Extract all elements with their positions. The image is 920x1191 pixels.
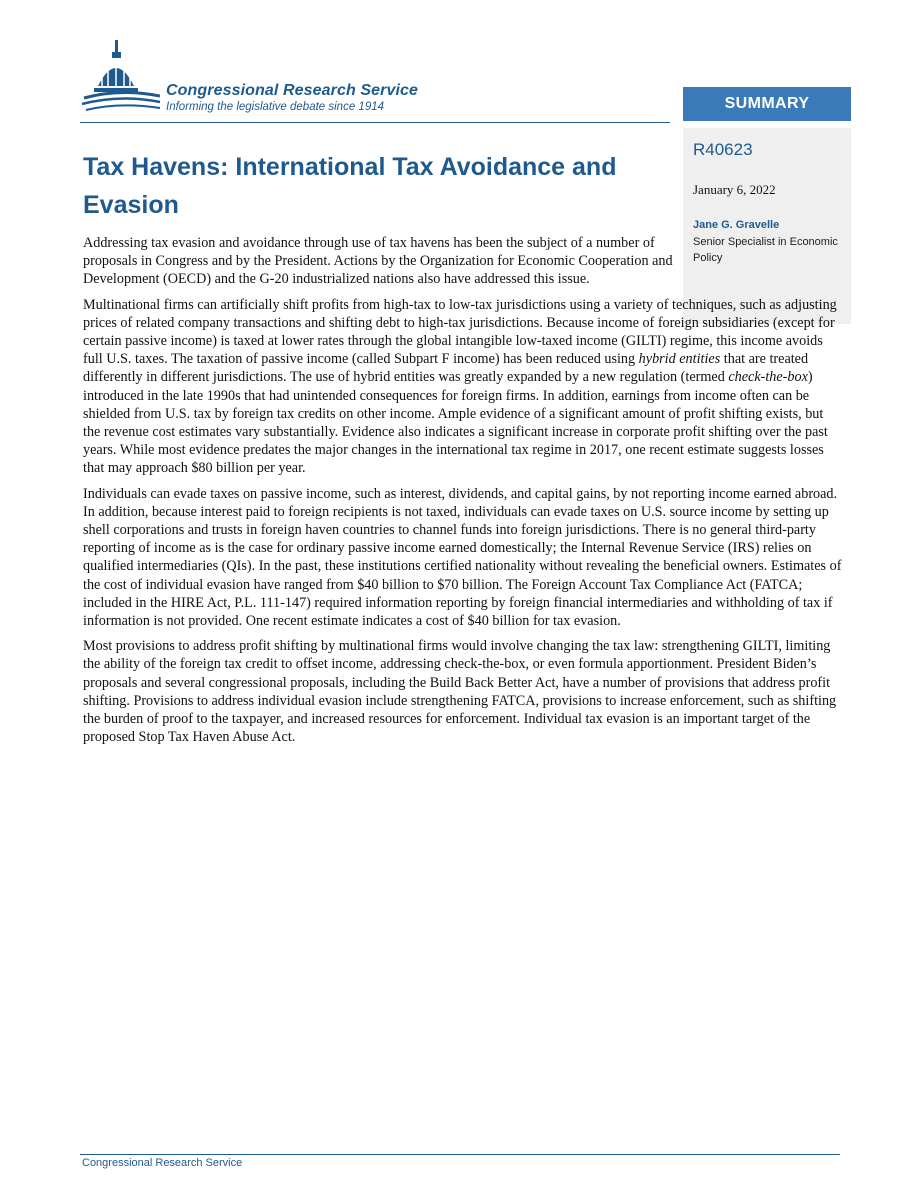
emphasis-term: check-the-box (728, 369, 808, 386)
page-title: Tax Havens: International Tax Avoidance and Evasion (83, 153, 617, 219)
crs-logo (80, 36, 480, 122)
header-divider (80, 122, 670, 123)
capitol-dome-icon (80, 36, 160, 122)
report-date: January 6, 2022 (693, 182, 776, 197)
summary-body (83, 234, 843, 753)
paragraph: Addressing tax evasion and avoidance through use of tax havens has been the subject of a number of proposals in Congress and by the President. Actions by the Organization for Economic Cooperation and Development (OECD) and the G-20 industrialized nations also have addressed this issue. (83, 235, 673, 288)
author-title: Senior Specialist in Economic Policy (693, 236, 838, 264)
paragraph-text: that are treated differently in different jurisdictions. The use of hybrid entities was greatly expanded by a new regulation (termed (83, 351, 809, 386)
footer-divider (80, 1154, 840, 1155)
paragraph-text: ) introduced in the late 1990s that had unintended consequences for foreign firms. In addition, earnings from income often can be shielded from U.S. tax by foreign tax credits on other income. Ample evidence of a significant amount of profit shifting exists, but the revenue cost estimates vary substantially. Evidence also indicates a significant increase in corporate profit shifting over the past years. While most evidence predates the major changes in the international tax regime in 2017, one recent estimate suggests losses that may approach $80 billion per year. (83, 369, 828, 477)
org-tagline: Informing the legislative debate since 1914 (166, 101, 385, 113)
footer-org-name: Congressional Research Service (82, 1157, 243, 1169)
org-name: Congressional Research Service (166, 82, 419, 99)
summary-tab: SUMMARY (683, 87, 851, 121)
crs-wordmark (166, 82, 418, 113)
emphasis-term: hybrid entities (638, 351, 721, 368)
author-name: Jane G. Gravelle (693, 219, 780, 231)
paragraph: Most provisions to address profit shifting by multinational firms would involve changing the tax law: strengthening GILTI, limiting the ability of the foreign tax credit to offset income, addressing check-the-box, or even formula apportionment. President Biden’s proposals and several congressional proposals, including the Build Back Better Act, have a number of provisions that address profit shifting. Provisions to address individual evasion include strengthening FATCA, provisions to increase enforcement, such as shifting the burden of proof to the taxpayer, and increased resources for enforcement. Individual tax evasion is an important target of the proposed Stop Tax Haven Abuse Act. (83, 638, 837, 746)
paragraph (83, 296, 843, 478)
report-id: R40623 (693, 140, 753, 159)
paragraph-text: Multinational firms can artificially shift profits from high-tax to low-tax jurisdictions using a variety of techniques, such as adjusting prices of related company transactions and shifting debt to high-tax jurisdictions. Because income of foreign subsidiaries (except for certain passive income) is taxed at lower rates through the global intangible low-taxed income (GILTI) regime, this income avoids full U.S. taxes. The taxation of passive income (called Subpart F income) has been reduced using (83, 296, 837, 368)
paragraph: Individuals can evade taxes on passive income, such as interest, dividends, and capital gains, by not reporting income earned abroad. In addition, because interest paid to foreign recipients is not taxed, individuals can evade taxes on U.S. source income by setting up shell corporations and trusts in foreign haven countries to channel funds into foreign jurisdictions. There is no general third-party reporting of income as is the case for ordinary passive income earned domestically; the Internal Revenue Service (IRS) relies on qualified intermediaries (QIs). In the past, these institutions certified nationality without revealing the beneficial owners. Estimates of the cost of individual evasion have ranged from $40 billion to $70 billion. The Foreign Account Tax Compliance Act (FATCA; included in the HIRE Act, P.L. 111-147) required information reporting by foreign financial intermediaries and withholding of tax if information is not provided. One recent estimate indicates a cost of $40 billion for tax evasion. (83, 485, 842, 630)
